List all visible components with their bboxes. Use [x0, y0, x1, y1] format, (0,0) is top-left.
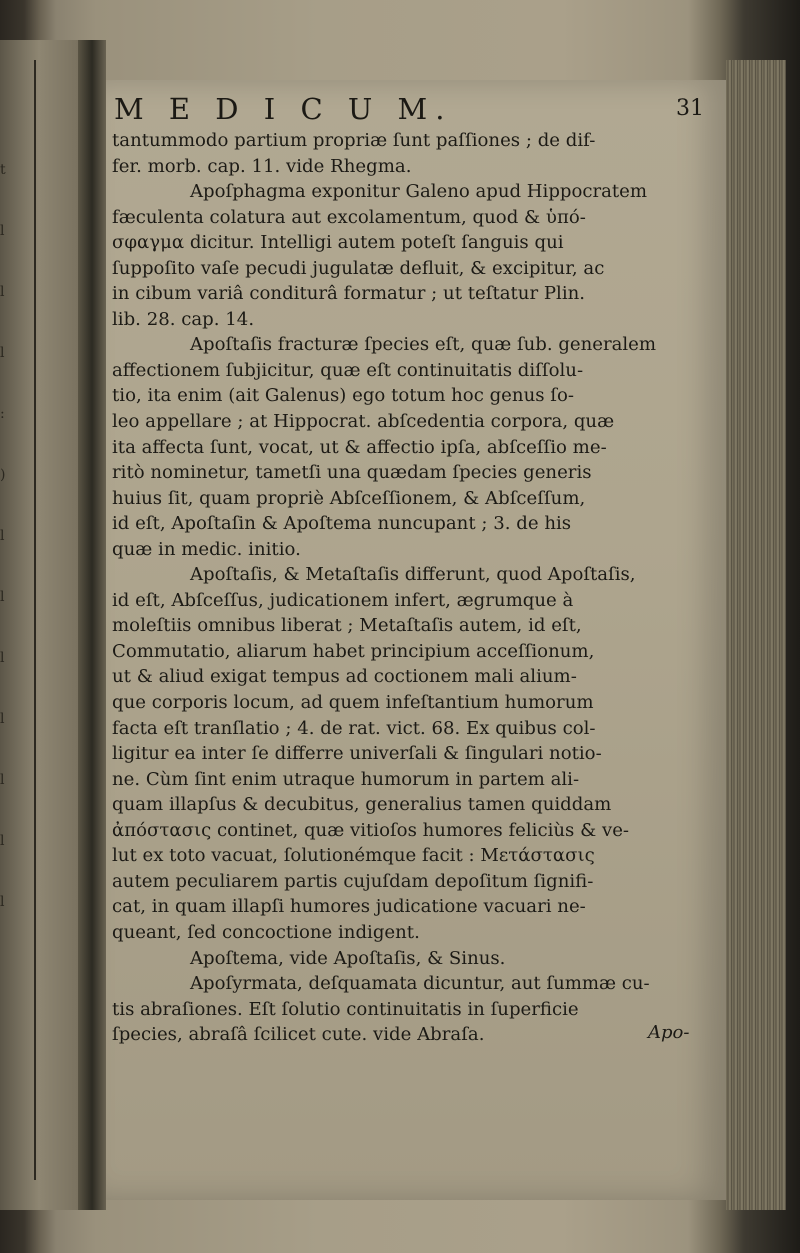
page-number: 31	[676, 96, 704, 121]
body-text	[112, 128, 707, 1048]
text-line: Apoſyrmata, deſquamata dicuntur, aut ſummæ cu-	[190, 973, 650, 995]
text-line: autem peculiarem partis cujuſdam depoſitum ſignifi-	[112, 870, 594, 892]
text-line: que corporis locum, ad quem infeſtantium humorum	[112, 692, 594, 714]
text-line: Apoſtaſis fracturæ ſpecies eſt, quæ ſub. generalem	[190, 334, 657, 356]
left-fragment: )	[0, 467, 6, 483]
left-fragment: :	[0, 406, 5, 422]
text-line: Commutatio, aliarum habet principium acceſſionum,	[112, 640, 595, 662]
text-line: ſpecies, abraſâ ſcilicet cute. vide Abraſa.	[112, 1024, 485, 1046]
left-fragment: l	[0, 589, 5, 605]
text-line: moleſtiis omnibus liberat ; Metaſtaſis autem, id eſt,	[112, 615, 582, 637]
text-line: fer. morb. cap. 11. vide Rhegma.	[112, 155, 412, 177]
page-header	[114, 92, 704, 128]
text-line: in cibum variâ conditurâ formatur ; ut teſtatur Plin.	[112, 283, 586, 305]
text-line: cat, in quam illapſi humores judicatione vacuari ne-	[112, 896, 586, 918]
left-fragment: l	[0, 650, 5, 666]
text-line: ita affecta ſunt, vocat, ut & affectio ipſa, abſceſſio me-	[112, 436, 607, 458]
left-fragment: t	[0, 162, 6, 178]
left-fragment: l	[0, 345, 5, 361]
catchword: Apo-	[648, 1022, 690, 1043]
left-fragment: l	[0, 528, 5, 544]
left-page-fragments	[0, 140, 30, 933]
text-line: id eſt, Abſceſſus, judicationem infert, ægrumque à	[112, 589, 574, 611]
text-line: ritò nominetur, tametſi una quædam ſpecies generis	[112, 462, 592, 484]
text-line: queant, ſed concoctione indigent.	[112, 921, 420, 943]
text-line: facta eſt tranſlatio ; 4. de rat. vict. 68. Ex quibus col-	[112, 717, 596, 739]
text-line: Apoſtaſis, & Metaſtaſis differunt, quod Apoſtaſis,	[190, 564, 636, 586]
running-head: M E D I C U M.	[114, 92, 453, 126]
left-fragment: l	[0, 833, 5, 849]
text-line: id eſt, Apoſtaſin & Apoſtema nuncupant ; 3. de his	[112, 513, 572, 535]
text-line: fæculenta colatura aut excolamentum, quod & ὑπό-	[112, 206, 586, 228]
text-line: σφαγμα dicitur. Intelligi autem poteſt ſanguis qui	[112, 232, 564, 254]
text-line: lut ex toto vacuat, ſolutionémque facit : Μετάστασις	[112, 845, 595, 867]
left-fragment: l	[0, 284, 5, 300]
left-fragment: l	[0, 772, 5, 788]
text-line: leo appellare ; at Hippocrat. abſcedentia corpora, quæ	[112, 411, 615, 433]
text-line: ſuppoſito vaſe pecudi jugulatæ defluit, & excipitur, ac	[112, 257, 605, 279]
text-line: Apoſtema, vide Apoſtaſis, & Sinus.	[190, 947, 506, 969]
text-line: huius ſit, quam propriè Abſceſſionem, & Abſceſſum,	[112, 487, 586, 509]
left-fragment: l	[0, 223, 5, 239]
text-line: quam illapſus & decubitus, generalius tamen quiddam	[112, 794, 612, 816]
left-fragment: l	[0, 711, 5, 727]
text-line: lib. 28. cap. 14.	[112, 308, 255, 330]
text-line: tio, ita enim (ait Galenus) ego totum hoc genus ſo-	[112, 385, 575, 407]
book-gutter	[78, 40, 106, 1210]
text-line: quæ in medic. initio.	[112, 538, 301, 560]
text-line: ne. Cùm ſint enim utraque humorum in partem ali-	[112, 768, 580, 790]
text-line: tantummodo partium propriæ ſunt paſſiones ; de dif-	[112, 130, 596, 151]
left-page-rule	[34, 60, 36, 1180]
text-line: ἀπόστασις continet, quæ vitioſos humores feliciùs & ve-	[112, 819, 630, 841]
text-line: tis abraſiones. Eſt ſolutio continuitatis in ſuperficie	[112, 998, 579, 1020]
left-fragment: l	[0, 894, 5, 910]
text-line: ut & aliud exigat tempus ad coctionem mali alium-	[112, 666, 577, 688]
text-line: affectionem ſubjicitur, quæ eſt continuitatis diſſolu-	[112, 359, 584, 381]
page-stack-edge	[726, 60, 786, 1210]
text-line: ligitur ea inter ſe differre univerſali & ſingulari notio-	[112, 743, 602, 765]
text-line: Apoſphagma exponitur Galeno apud Hippocratem	[190, 181, 648, 203]
